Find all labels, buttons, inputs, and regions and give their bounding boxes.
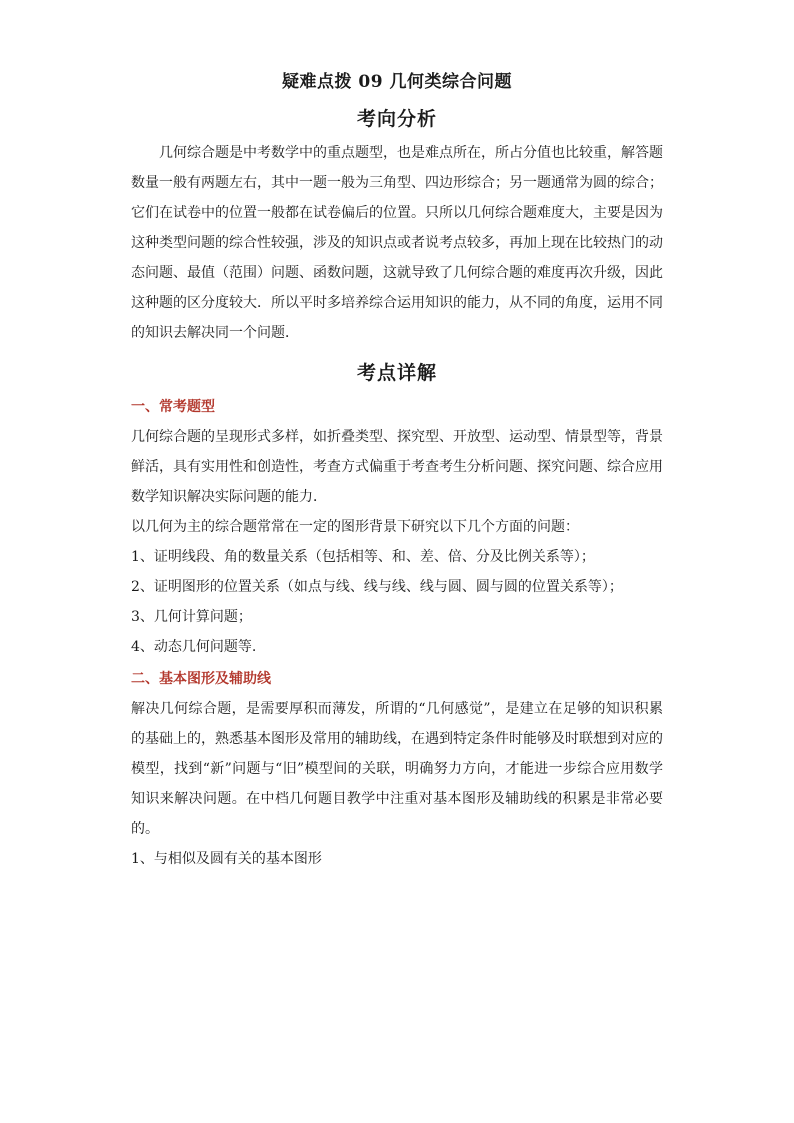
section-heading-details: 考点详解 [356, 362, 437, 384]
list-item: 3、几何计算问题； [131, 609, 252, 625]
document-page [131, 60, 663, 874]
list-item: 1、与相似及圆有关的基本图形 [131, 851, 322, 867]
section-heading-analysis: 考向分析 [356, 108, 437, 130]
list-item: 2、证明图形的位置关系（如点与线、线与线、线与圆、圆与圆的位置关系等）； [131, 579, 623, 595]
common-types-paragraph: 几何综合题的呈现形式多样，如折叠类型、探究型、开放型、运动型、情景型等，背景鲜活，具有实用性和创造性，考查方式偏重于考查考生分析问题、探究问题、综合应用数学知识解决实际问题的能力． [131, 429, 663, 505]
common-types-intro: 以几何为主的综合题常常在一定的图形背景下研究以下几个方面的问题： [131, 519, 579, 535]
subheading-basic-figures: 二、基本图形及辅助线 [131, 671, 271, 687]
basic-figures-paragraph: 解决几何综合题，是需要厚积而薄发，所谓的“几何感觉”，是建立在足够的知识积累的基础上的，熟悉基本图形及常用的辅助线，在遇到特定条件时能够及时联想到对应的模型，找到“新”问题与“旧”模型间的关联，明确努力方向，才能进一步综合应用数学知识来解决问题。在中档几何题目教学中注重对基本图形及辅助线的积累是非常必要的。 [131, 701, 663, 837]
list-item: 4、动态几何问题等. [131, 639, 257, 655]
analysis-paragraph: 几何综合题是中考数学中的重点题型，也是难点所在，所占分值也比较重，解答题数量一般有两题左右，其中一题一般为三角型、四边形综合；另一题通常为圆的综合；它们在试卷中的位置一般都在试卷偏后的位置。只所以几何综合题难度大，主要是因为这种类型问题的综合性较强，涉及的知识点或者说考点较多，再加上现在比较热门的动态问题、最值（范围）问题、函数问题，这就导致了几何综合题的难度再次升级，因此这种题的区分度较大．所以平时多培养综合运用知识的能力，从不同的角度，运用不同的知识去解决同一个问题． [131, 145, 663, 341]
subheading-common-types: 一、常考题型 [131, 399, 215, 415]
list-item: 1、证明线段、角的数量关系（包括相等、和、差、倍、分及比例关系等）； [131, 549, 595, 565]
document-title: 疑难点拨 09 几何类综合问题 [282, 72, 512, 92]
